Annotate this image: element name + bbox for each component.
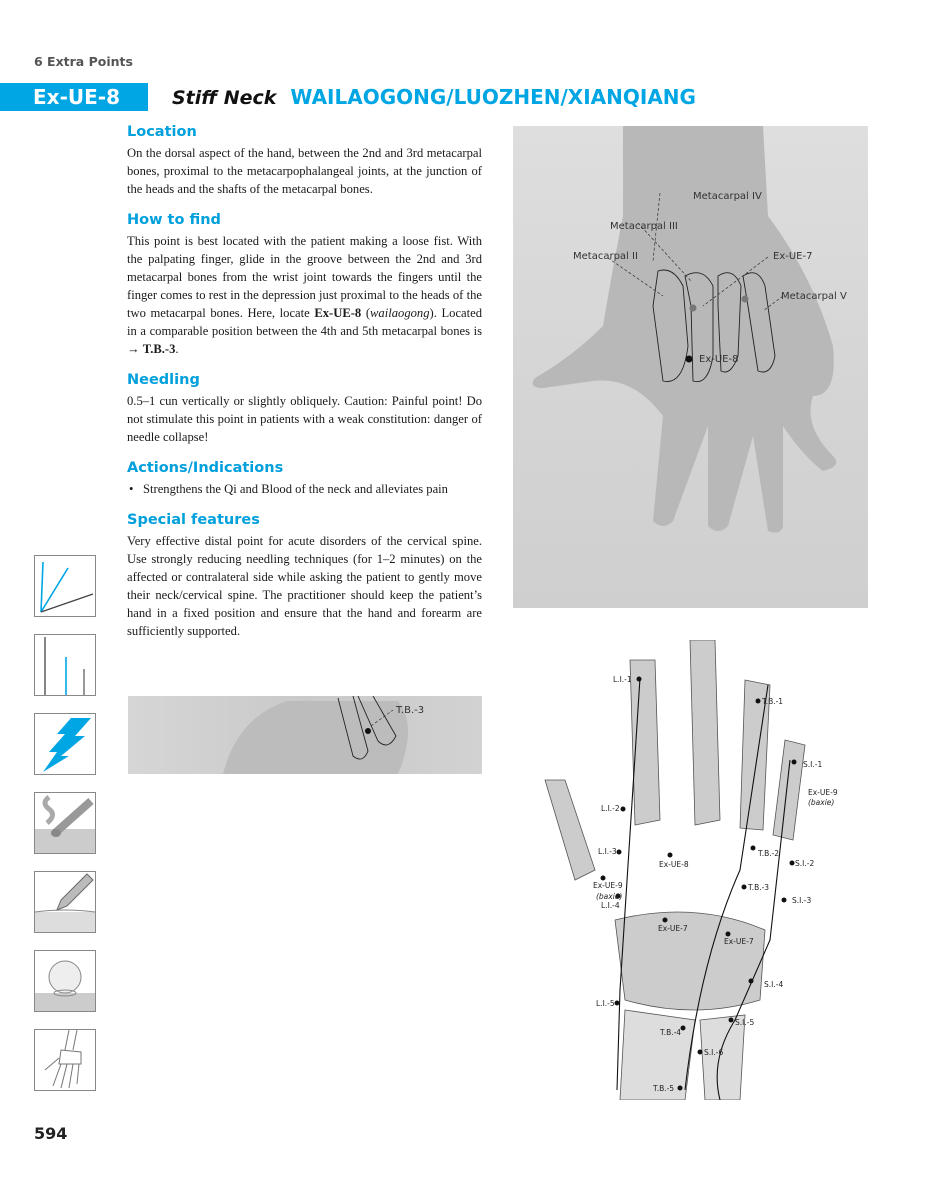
label-si4: S.I.-4 <box>764 980 784 989</box>
label-exue8: Ex-UE-8 <box>659 860 689 869</box>
fist-photo <box>128 696 482 774</box>
label-exue7-left: Ex-UE-7 <box>658 924 688 933</box>
point-code-badge: Ex-UE-8 <box>0 83 148 111</box>
title-english: Stiff Neck <box>172 87 277 109</box>
label-exue9-left: Ex-UE-9 <box>593 881 623 890</box>
section-how-to-find <box>127 211 482 358</box>
label-baxie-left: (baxie) <box>596 892 623 901</box>
special-heading: Special features <box>127 512 260 528</box>
label-li4: L.I.-4 <box>601 901 620 910</box>
point-ref-tb3[interactable]: T.B.-3 <box>142 342 176 356</box>
label-exue7: Ex-UE-7 <box>773 251 813 262</box>
label-baxie-right: (baxie) <box>808 798 835 807</box>
cupping-icon <box>34 950 96 1012</box>
label-li2: L.I.-2 <box>601 804 620 813</box>
label-exue9-right: Ex-UE-9 <box>808 788 838 797</box>
text-run: ( <box>361 306 371 320</box>
label-tb3: T.B.-3 <box>748 883 770 892</box>
label-li1: L.I.-1 <box>613 675 632 684</box>
actions-heading: Actions/Indications <box>127 460 284 476</box>
hand-skeleton-diagram <box>535 640 855 1100</box>
label-li3: L.I.-3 <box>598 847 617 856</box>
page-title <box>172 83 696 111</box>
location-heading: Location <box>127 124 197 140</box>
location-text: On the dorsal aspect of the hand, between the 2nd and 3rd metacarpal bones, proximal to the metacarpophalangeal joints, at the junction of the heads and the shafts of the metacarpal bones. <box>127 146 482 196</box>
actions-list <box>127 480 482 498</box>
how-to-find-text <box>127 232 482 358</box>
label-tb2: T.B.-2 <box>758 849 780 858</box>
moxibustion-icon <box>34 792 96 854</box>
needle-depth-icon <box>34 634 96 696</box>
label-si6: S.I.-6 <box>704 1048 724 1057</box>
section-actions <box>127 459 482 498</box>
special-text: Very effective distal point for acute disorders of the cervical spine. Use strongly reducing needling techniques (for 1–2 minutes) on the affected or contralateral side while asking the patient to gently move their neck/cervical spine. The practitioner should keep the patient’s hand in a fixed position and ensure that the hand and forearm are sufficiently supported. <box>127 534 482 638</box>
hand-skeleton-icon <box>34 1029 96 1091</box>
needling-text: 0.5–1 cun vertically or slightly obliquely. Caution: Painful point! Do not stimulate this point in patients with a weak constitution: danger of needle collapse! <box>127 394 482 444</box>
point-ref-exue8: Ex-UE-8 <box>314 306 362 320</box>
actions-item: • Strengthens the Qi and Blood of the neck and alleviates pain <box>127 480 482 498</box>
label-si3: S.I.-3 <box>792 896 812 905</box>
label-exue8: Ex-UE-8 <box>699 354 739 365</box>
needling-heading: Needling <box>127 372 200 388</box>
label-exue7-right: Ex-UE-7 <box>724 937 754 946</box>
label-si2: S.I.-2 <box>795 859 815 868</box>
title-chinese: WAILAOGONG/LUOZHEN/XIANQIANG <box>290 85 696 109</box>
text-run: ). Located in a comparable position between the 4th and 5th metacarpal bones is <box>127 306 483 338</box>
label-metacarpal-iv: Metacarpal IV <box>693 191 762 202</box>
electro-stimulation-icon <box>34 713 96 775</box>
bloodletting-icon <box>34 871 96 933</box>
chapter-label: 6 Extra Points <box>34 54 133 69</box>
label-tb5: T.B.-5 <box>653 1084 675 1093</box>
section-needling <box>127 371 482 446</box>
label-metacarpal-ii: Metacarpal II <box>573 251 638 262</box>
label-si5: S.I.-5 <box>735 1018 755 1027</box>
point-pinyin: wailaogong <box>370 306 430 320</box>
label-metacarpal-v: Metacarpal V <box>781 291 847 302</box>
technique-icons <box>34 555 96 1108</box>
section-special-features <box>127 511 482 640</box>
label-tb3: T.B.-3 <box>396 705 425 716</box>
label-tb4: T.B.-4 <box>660 1028 682 1037</box>
label-li5: L.I.-5 <box>596 999 615 1008</box>
text-column <box>127 123 482 653</box>
label-metacarpal-iii: Metacarpal III <box>610 221 678 232</box>
page-number: 594 <box>34 1124 68 1143</box>
text-run: . <box>175 342 179 356</box>
how-to-find-heading: How to find <box>127 212 221 228</box>
hand-photo-dorsal <box>513 126 868 608</box>
text-run: This point is best located with the patient making a loose fist. With the palpating finger, glide in the groove between the 2nd and 3rd metacarpal bones from the wrist joint towards the fingers until the finger comes to rest in the depression just proximal to the heads of the two metacarpal bones. Here, locate <box>127 234 482 320</box>
arrow-icon: → <box>127 342 143 356</box>
label-tb1: T.B.-1 <box>762 697 784 706</box>
needle-angle-icon <box>34 555 96 617</box>
label-si1: S.I.-1 <box>803 760 823 769</box>
section-location <box>127 123 482 198</box>
